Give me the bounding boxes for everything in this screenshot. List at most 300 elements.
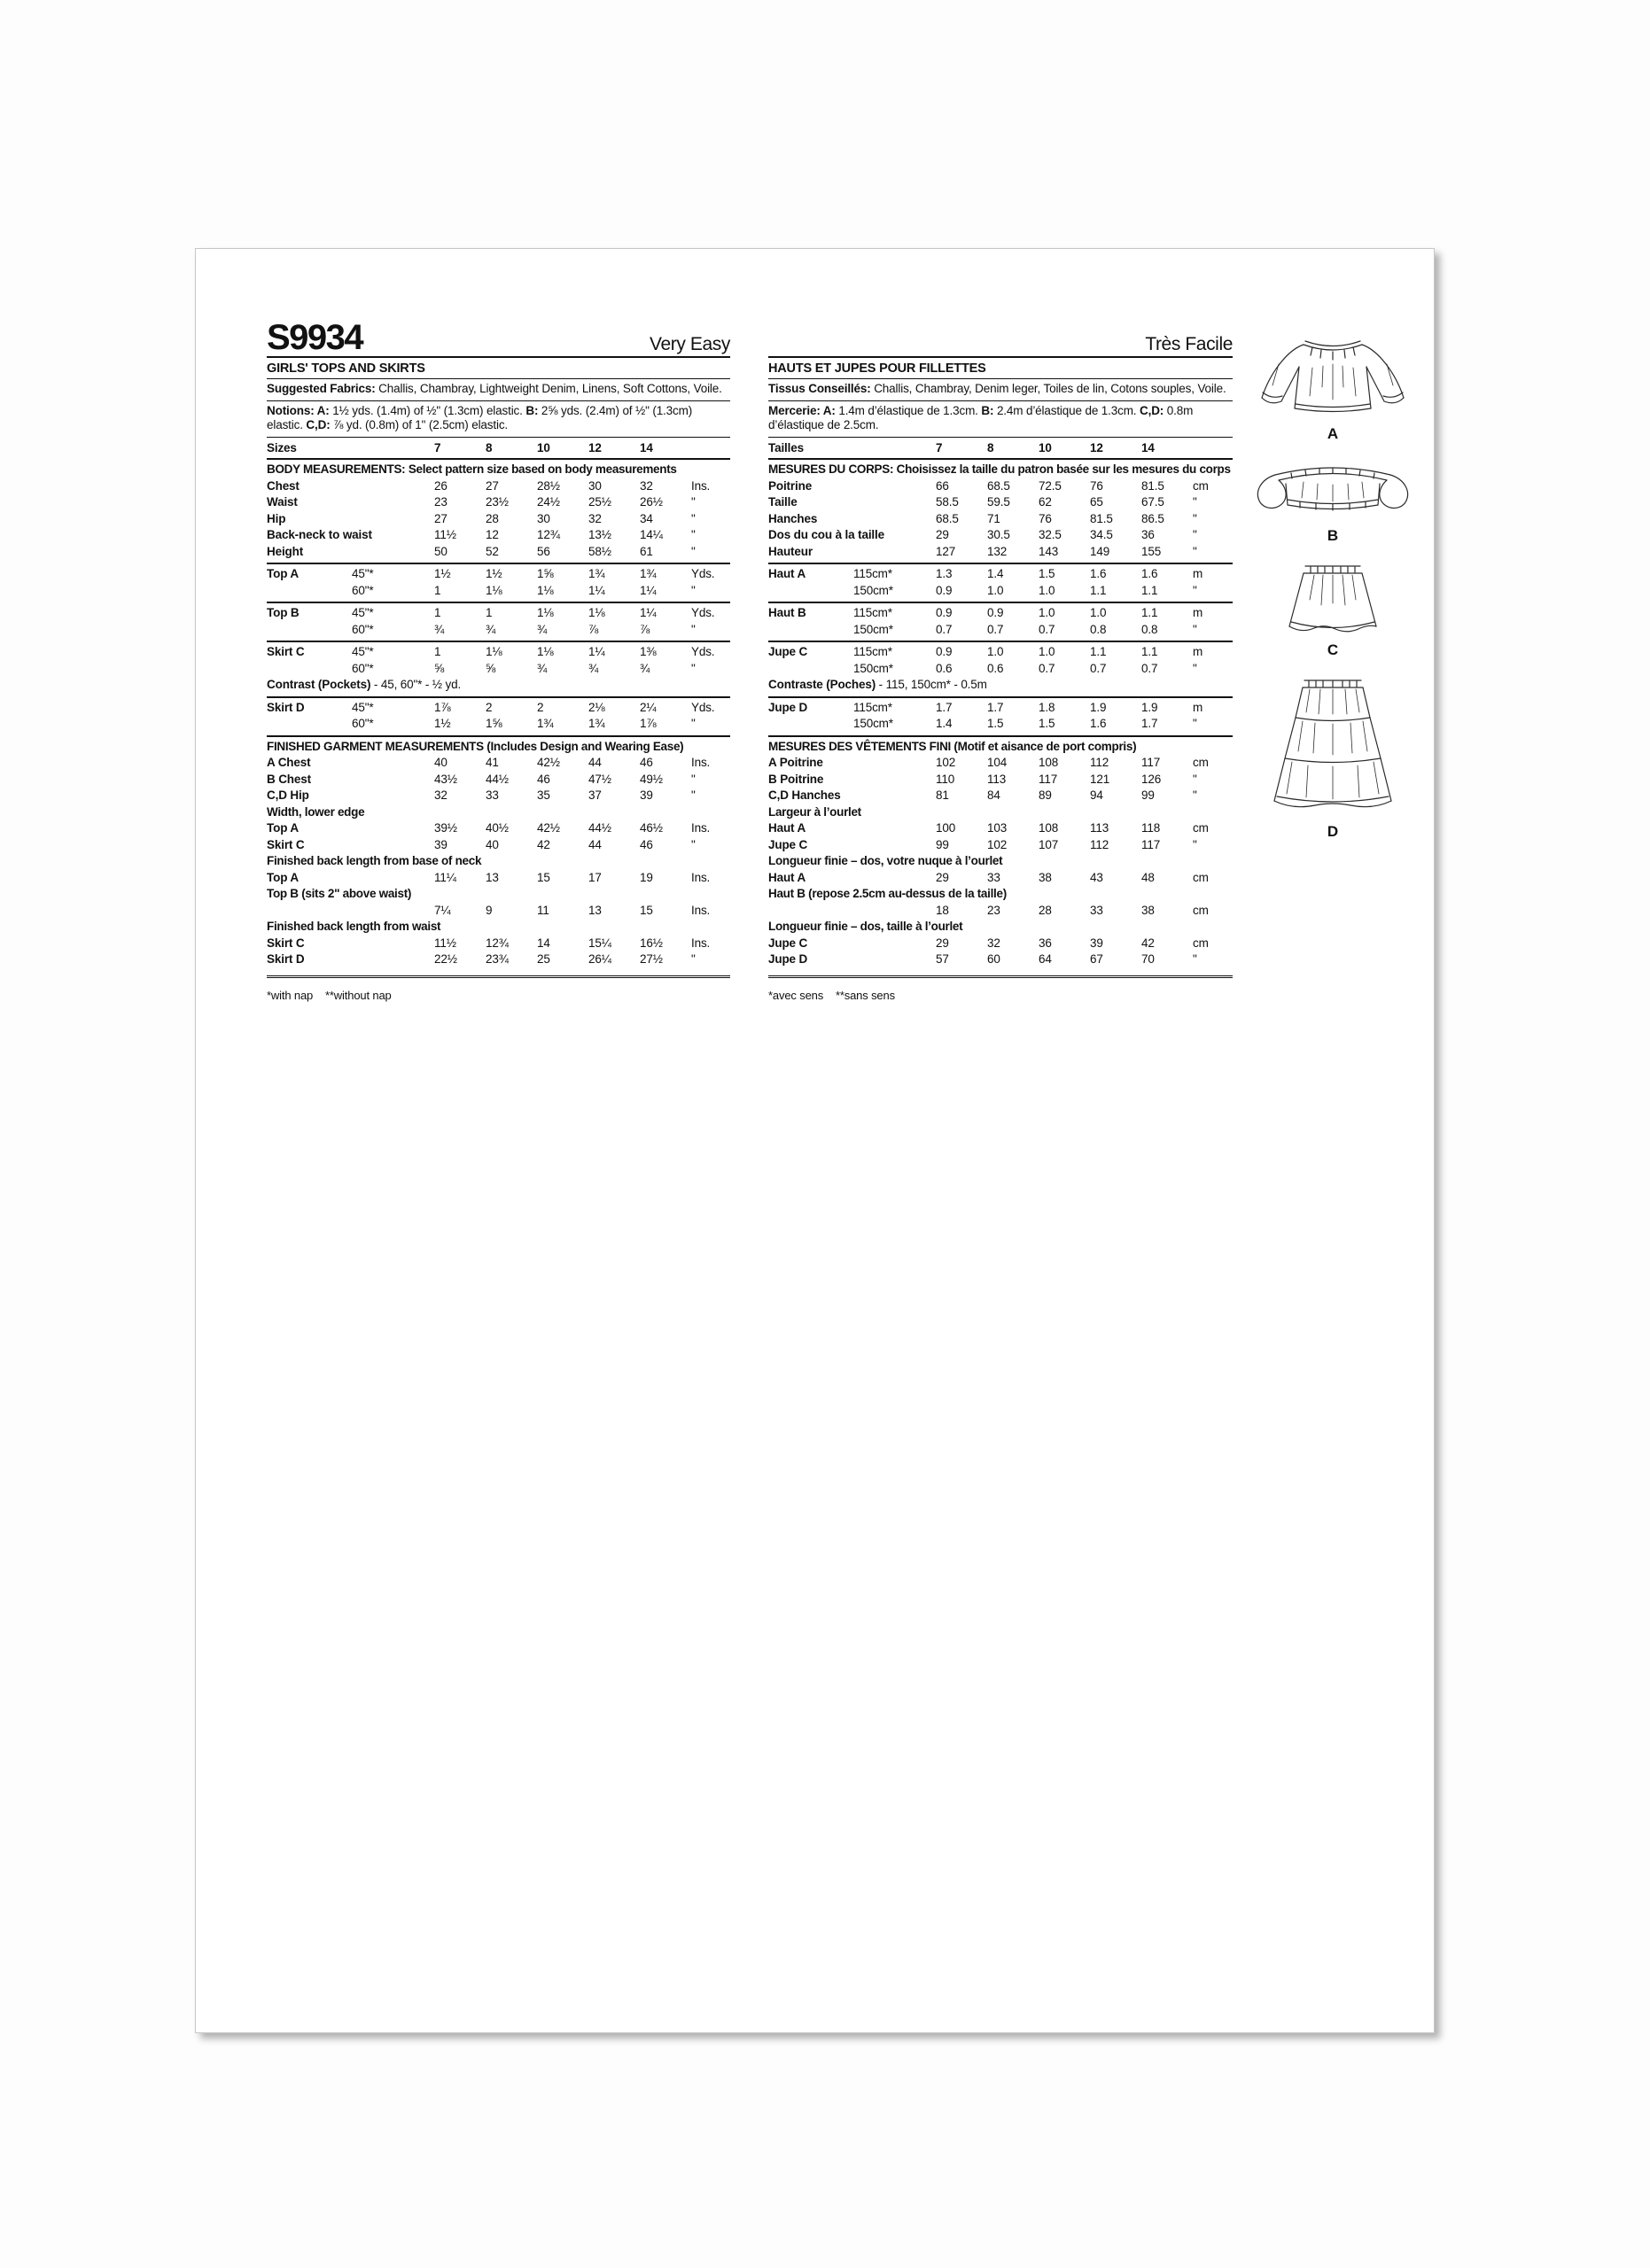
size-value: 38 bbox=[1039, 870, 1052, 884]
size-value: 0.7 bbox=[1090, 661, 1107, 675]
size-value: 117 bbox=[1141, 756, 1161, 769]
section-header: MESURES DU CORPS: Choisissez la taille du patron basée sur les mesures du corps bbox=[768, 462, 1231, 476]
row-label: Skirt D bbox=[267, 952, 305, 966]
size-value: ¾ bbox=[537, 622, 548, 636]
english-header bbox=[267, 311, 730, 358]
size-value: 1.1 bbox=[1090, 583, 1107, 597]
size-value: 49½ bbox=[640, 772, 663, 786]
size-value: 42½ bbox=[537, 756, 560, 769]
row-sublabel: 150cm* bbox=[853, 622, 893, 636]
size-value: 155 bbox=[1141, 544, 1162, 558]
size-value: 1 bbox=[434, 606, 441, 619]
note-bold: Contrast (Pockets) bbox=[267, 678, 371, 691]
size-value: 12¾ bbox=[537, 528, 560, 541]
size-value: 42 bbox=[537, 837, 550, 851]
table-row bbox=[768, 696, 1233, 717]
unit-label: " bbox=[1193, 772, 1197, 786]
size-value: 58½ bbox=[588, 544, 611, 558]
size-value: 42 bbox=[1141, 936, 1155, 950]
unit-label: " bbox=[1193, 583, 1197, 597]
size-value: 27½ bbox=[640, 952, 663, 966]
size-value: ⅝ bbox=[434, 661, 445, 675]
table-row bbox=[768, 788, 1233, 804]
size-value: 14 bbox=[640, 440, 653, 454]
size-value: 143 bbox=[1039, 544, 1059, 558]
unit-label: " bbox=[691, 661, 696, 675]
garment-view-c bbox=[1266, 557, 1399, 659]
table-row bbox=[267, 936, 730, 952]
size-value: 1.9 bbox=[1090, 700, 1107, 714]
size-value: 39½ bbox=[434, 821, 457, 835]
size-value: 1.6 bbox=[1090, 567, 1107, 580]
short-gathered-skirt-illustration bbox=[1266, 557, 1399, 639]
measurement-table-fr bbox=[768, 462, 1233, 968]
page-title-en: GIRLS' TOPS AND SKIRTS bbox=[267, 358, 730, 379]
row-label: A Poitrine bbox=[768, 756, 823, 769]
size-value: 1⅛ bbox=[486, 583, 502, 597]
section-header: MESURES DES VÊTEMENTS FINI (Motif et aisance de port compris) bbox=[768, 735, 1233, 756]
size-value: 1⅜ bbox=[640, 645, 657, 658]
size-value: 34 bbox=[640, 511, 653, 525]
size-value: 1 bbox=[434, 645, 441, 658]
garment-label-c: C bbox=[1327, 641, 1339, 658]
intro-text: Challis, Chambray, Denim leger, Toiles de lin, Cotons souples, Voile. bbox=[870, 382, 1226, 395]
intro-bold-text: Notions: A: bbox=[267, 403, 330, 417]
size-value: 71 bbox=[987, 511, 1000, 525]
size-value: ¾ bbox=[486, 622, 496, 636]
size-value: 7 bbox=[936, 440, 943, 454]
unit-label: " bbox=[1193, 528, 1197, 541]
size-value: 127 bbox=[936, 544, 956, 558]
difficulty-label-en: Very Easy bbox=[650, 334, 730, 354]
intro-text: Challis, Chambray, Lightweight Denim, Linens, Soft Cottons, Voile. bbox=[375, 382, 722, 395]
size-value: 32 bbox=[640, 478, 653, 493]
unit-label: cm bbox=[1193, 821, 1209, 835]
size-value: 86.5 bbox=[1141, 511, 1164, 525]
intro-text: 2.4m d’élastique de 1.3cm. bbox=[993, 403, 1140, 417]
row-sublabel: 150cm* bbox=[853, 583, 893, 597]
intro-line bbox=[267, 401, 730, 438]
table-row bbox=[768, 511, 1233, 528]
size-value: 61 bbox=[640, 544, 653, 558]
size-value: 50 bbox=[434, 544, 448, 558]
unit-label: m bbox=[1193, 645, 1203, 658]
size-value: 39 bbox=[1090, 936, 1103, 950]
table-row bbox=[768, 641, 1233, 661]
size-value: 13½ bbox=[588, 528, 611, 541]
size-value: 0.7 bbox=[1141, 661, 1158, 675]
garment-view-a bbox=[1249, 334, 1417, 443]
size-value: 118 bbox=[1141, 821, 1161, 835]
row-sublabel: 60"* bbox=[352, 717, 374, 730]
size-value: 68.5 bbox=[987, 478, 1010, 493]
size-value: 1⅝ bbox=[486, 717, 502, 730]
size-value: 17 bbox=[588, 870, 602, 884]
table-row bbox=[267, 716, 730, 733]
row-label: Top B bbox=[267, 606, 300, 619]
size-value: ⅝ bbox=[486, 661, 496, 675]
size-value: 113 bbox=[987, 772, 1007, 786]
unit-label: " bbox=[691, 583, 696, 597]
size-value: 76 bbox=[1039, 511, 1052, 525]
subsection-header: Largeur à l’ourlet bbox=[768, 804, 861, 819]
sizes-row bbox=[768, 438, 1233, 461]
intro-lines bbox=[768, 379, 1233, 438]
size-value: 1.5 bbox=[1039, 717, 1055, 730]
size-value: ¾ bbox=[640, 661, 650, 675]
note-row bbox=[768, 677, 1233, 694]
table-row bbox=[267, 870, 730, 887]
table-row bbox=[768, 563, 1233, 583]
size-value: 46 bbox=[640, 837, 653, 851]
tiered-maxi-skirt-illustration bbox=[1253, 672, 1413, 820]
size-value: 121 bbox=[1090, 772, 1110, 786]
garment-label-d: D bbox=[1327, 823, 1339, 840]
size-value: 1⅛ bbox=[537, 583, 554, 597]
page-title-fr: HAUTS ET JUPES POUR FILLETTES bbox=[768, 358, 1233, 379]
intro-text: ⅞ yd. (0.8m) of 1" (2.5cm) elastic. bbox=[330, 418, 509, 431]
size-value: 23 bbox=[987, 903, 1000, 917]
table-row bbox=[267, 527, 730, 544]
size-value: 99 bbox=[936, 837, 949, 851]
intro-text: 2⅝ yds. (2.4m) of ½" (1.3cm) elastic. bbox=[267, 403, 693, 431]
sizes-row-slot bbox=[267, 438, 730, 461]
size-value: 1¼ bbox=[640, 583, 657, 597]
size-value: 41 bbox=[486, 756, 499, 769]
size-value: 29 bbox=[936, 528, 949, 541]
size-value: 44 bbox=[588, 837, 602, 851]
size-value: 0.6 bbox=[936, 661, 953, 675]
size-value: 108 bbox=[1039, 756, 1059, 769]
row-label bbox=[267, 622, 352, 639]
table-row bbox=[768, 622, 1233, 639]
row-label: Jupe C bbox=[768, 936, 808, 950]
size-value: ⅞ bbox=[588, 622, 599, 636]
row-label bbox=[267, 903, 434, 920]
table-row bbox=[267, 837, 730, 854]
unit-label: Yds. bbox=[691, 567, 715, 580]
row-label: Poitrine bbox=[768, 478, 813, 493]
table-row bbox=[267, 772, 730, 788]
unit-label: " bbox=[1193, 544, 1197, 558]
row-label bbox=[768, 622, 853, 639]
garment-view-d bbox=[1253, 672, 1413, 841]
size-value: 84 bbox=[987, 788, 1000, 802]
size-value: 0.7 bbox=[1039, 661, 1055, 675]
size-value: 62 bbox=[1039, 495, 1052, 509]
size-value: 11 bbox=[537, 903, 549, 917]
row-label: Jupe C bbox=[768, 645, 808, 658]
row-label: Skirt C bbox=[267, 837, 305, 851]
size-value: 29 bbox=[936, 870, 949, 884]
size-value: 1⅛ bbox=[537, 645, 554, 658]
unit-label: Ins. bbox=[691, 821, 711, 835]
row-label: Tailles bbox=[768, 440, 804, 454]
size-value: 40 bbox=[434, 756, 448, 769]
size-value: 1⅝ bbox=[537, 567, 554, 580]
size-value: 18 bbox=[936, 903, 949, 917]
size-value: 0.9 bbox=[987, 606, 1004, 619]
size-value: 117 bbox=[1039, 772, 1058, 786]
size-value: 1¾ bbox=[588, 567, 605, 580]
size-value: 25 bbox=[537, 952, 550, 966]
unit-label: " bbox=[1193, 717, 1197, 730]
size-value: 30.5 bbox=[987, 528, 1010, 541]
size-value: 1⅞ bbox=[434, 700, 451, 714]
off-shoulder-top-illustration bbox=[1249, 455, 1417, 524]
row-label: Top A bbox=[267, 821, 299, 835]
row-label: Skirt D bbox=[267, 700, 305, 714]
unit-label: cm bbox=[1193, 756, 1209, 769]
size-value: 10 bbox=[1039, 440, 1052, 454]
intro-bold-text: Mercerie: A: bbox=[768, 403, 836, 417]
unit-label: " bbox=[691, 837, 696, 851]
size-value: 1½ bbox=[434, 717, 451, 730]
row-label: Hauteur bbox=[768, 544, 813, 558]
unit-label: " bbox=[1193, 622, 1197, 636]
size-value: 1.1 bbox=[1141, 606, 1158, 619]
size-value: 110 bbox=[936, 772, 955, 786]
row-label: Top A bbox=[267, 567, 299, 580]
table-row bbox=[768, 755, 1233, 772]
size-value: 1.0 bbox=[1090, 606, 1107, 619]
size-value: 33 bbox=[1090, 903, 1103, 917]
intro-bold-text: C,D: bbox=[306, 418, 331, 431]
table-row bbox=[267, 494, 730, 511]
size-value: 0.7 bbox=[1039, 622, 1055, 636]
unit-label bbox=[1193, 440, 1232, 457]
size-value: 44 bbox=[588, 756, 602, 769]
row-sublabel: 45"* bbox=[352, 606, 374, 619]
row-label: Jupe D bbox=[768, 952, 808, 966]
subsection-header: Finished back length from waist bbox=[267, 920, 441, 933]
size-value: 107 bbox=[1039, 837, 1059, 851]
size-value: 57 bbox=[936, 952, 949, 966]
size-value: 12¾ bbox=[486, 936, 509, 950]
sizes-row-slot bbox=[768, 438, 1233, 461]
unit-label: cm bbox=[1193, 936, 1209, 950]
size-value: 27 bbox=[486, 478, 499, 493]
row-sublabel: 45"* bbox=[352, 567, 374, 580]
size-value: 1.1 bbox=[1141, 583, 1158, 597]
garment-label-b: B bbox=[1327, 527, 1339, 544]
intro-text: 1½ yds. (1.4m) of ½" (1.3cm) elastic. bbox=[329, 403, 526, 417]
table-row bbox=[768, 494, 1233, 511]
table-row bbox=[267, 903, 730, 920]
row-label: C,D Hip bbox=[267, 788, 309, 802]
size-value: 2 bbox=[486, 700, 493, 714]
size-value: 46½ bbox=[640, 821, 663, 835]
unit-label: " bbox=[1193, 511, 1197, 525]
size-value: 99 bbox=[1141, 788, 1155, 802]
row-sublabel: 115cm* bbox=[853, 567, 892, 580]
table-row bbox=[267, 622, 730, 639]
size-value: 26½ bbox=[640, 495, 663, 509]
size-value: 0.9 bbox=[936, 606, 953, 619]
size-value: 40 bbox=[486, 837, 499, 851]
size-value: 43½ bbox=[434, 772, 457, 786]
size-value: 33 bbox=[987, 870, 1000, 884]
row-label: Haut A bbox=[768, 821, 806, 835]
table-row bbox=[768, 602, 1233, 622]
size-value: 1.3 bbox=[936, 567, 953, 580]
size-value: 65 bbox=[1090, 495, 1103, 509]
table-row bbox=[768, 527, 1233, 544]
unit-label: cm bbox=[1193, 478, 1209, 493]
note-text: - 115, 150cm* - 0.5m bbox=[876, 678, 987, 691]
table-row bbox=[768, 951, 1233, 968]
row-label bbox=[768, 716, 853, 733]
row-sublabel: 45"* bbox=[352, 700, 374, 714]
size-value: ¾ bbox=[434, 622, 445, 636]
size-value: 44½ bbox=[486, 772, 509, 786]
row-label: B Chest bbox=[267, 772, 311, 786]
size-value: 126 bbox=[1141, 772, 1162, 786]
size-value: 28½ bbox=[537, 478, 560, 493]
unit-label: " bbox=[691, 788, 696, 802]
size-value: 15 bbox=[537, 870, 550, 884]
subsection-header: Width, lower edge bbox=[267, 804, 365, 819]
table-row bbox=[267, 696, 730, 717]
size-value: 1¾ bbox=[537, 717, 554, 730]
size-value: 1.4 bbox=[987, 567, 1004, 580]
size-value: 26 bbox=[434, 478, 448, 493]
row-label bbox=[267, 583, 352, 600]
table-row bbox=[768, 837, 1233, 854]
size-value: 12 bbox=[588, 440, 602, 454]
size-value: 26¼ bbox=[588, 952, 611, 966]
table-row bbox=[768, 544, 1233, 561]
size-value: 32.5 bbox=[1039, 528, 1062, 541]
sewing-pattern-sheet bbox=[195, 248, 1435, 2033]
unit-label: " bbox=[691, 952, 696, 966]
size-value: 11½ bbox=[434, 936, 456, 950]
size-value: 38 bbox=[1141, 903, 1155, 917]
size-value: 48 bbox=[1141, 870, 1155, 884]
sizes-row bbox=[267, 438, 730, 461]
size-value: 0.7 bbox=[936, 622, 953, 636]
intro-bold-text: Suggested Fabrics: bbox=[267, 382, 376, 395]
size-value: 11½ bbox=[434, 528, 456, 541]
unit-label: " bbox=[691, 622, 696, 636]
row-label bbox=[267, 716, 352, 733]
unit-label: Ins. bbox=[691, 870, 711, 884]
unit-label: " bbox=[1193, 952, 1197, 966]
size-value: 42½ bbox=[537, 821, 560, 835]
row-label: Jupe D bbox=[768, 700, 808, 714]
size-value: 1.7 bbox=[987, 700, 1004, 714]
size-value: 67 bbox=[1090, 952, 1103, 966]
size-value: ¾ bbox=[537, 661, 548, 675]
row-label: C,D Hanches bbox=[768, 788, 841, 802]
size-value: 8 bbox=[486, 440, 493, 454]
size-value: 72.5 bbox=[1039, 478, 1062, 493]
size-value: 8 bbox=[987, 440, 994, 454]
row-sublabel: 115cm* bbox=[853, 645, 892, 658]
table-row bbox=[768, 870, 1233, 887]
size-value: 1⅛ bbox=[588, 606, 605, 619]
row-sublabel: 115cm* bbox=[853, 700, 892, 714]
table-row bbox=[768, 936, 1233, 952]
footnote-fr: *avec sens **sans sens bbox=[768, 975, 1233, 1002]
size-value: 16½ bbox=[640, 936, 663, 950]
size-value: 117 bbox=[1141, 837, 1161, 851]
size-value: 1¼ bbox=[588, 583, 605, 597]
table-row bbox=[267, 602, 730, 622]
unit-label: cm bbox=[1193, 870, 1209, 884]
table-row bbox=[267, 755, 730, 772]
unit-label: Yds. bbox=[691, 606, 715, 619]
size-value: 52 bbox=[486, 544, 499, 558]
size-value: 24½ bbox=[537, 495, 560, 509]
size-value: 37 bbox=[588, 788, 602, 802]
size-value: 1½ bbox=[486, 567, 502, 580]
size-value: 94 bbox=[1090, 788, 1103, 802]
size-value: 76 bbox=[1090, 478, 1103, 493]
size-value: 1⅛ bbox=[537, 606, 554, 619]
row-label: Back-neck to waist bbox=[267, 528, 372, 541]
size-value: 13 bbox=[588, 903, 602, 917]
size-value: 2¼ bbox=[640, 700, 657, 714]
size-value: 36 bbox=[1039, 936, 1052, 950]
size-value: 1.7 bbox=[1141, 717, 1158, 730]
garment-label-a: A bbox=[1327, 425, 1339, 442]
intro-text: 1.4m d’élastique de 1.3cm. bbox=[835, 403, 982, 417]
size-value: 14¼ bbox=[640, 528, 663, 541]
size-value: 0.8 bbox=[1141, 622, 1158, 636]
size-value: 112 bbox=[1090, 756, 1109, 769]
intro-lines bbox=[267, 379, 730, 438]
size-value: 10 bbox=[537, 440, 550, 454]
section-header: FINISHED GARMENT MEASUREMENTS (Includes Design and Wearing Ease) bbox=[267, 735, 730, 756]
table-row bbox=[768, 661, 1233, 678]
unit-label: " bbox=[1193, 661, 1197, 675]
table-row bbox=[267, 788, 730, 804]
french-column bbox=[768, 311, 1233, 1002]
size-value: 103 bbox=[987, 821, 1008, 835]
unit-label: m bbox=[1193, 567, 1203, 580]
size-value: 47½ bbox=[588, 772, 611, 786]
row-label: Haut A bbox=[768, 870, 806, 884]
unit-label: " bbox=[1193, 837, 1197, 851]
unit-label: Ins. bbox=[691, 936, 711, 950]
row-label: Skirt C bbox=[267, 936, 305, 950]
size-value: 1¼ bbox=[640, 606, 657, 619]
size-value: 1¾ bbox=[588, 717, 605, 730]
table-row bbox=[267, 478, 730, 495]
size-value: 113 bbox=[1090, 821, 1109, 835]
size-value: 60 bbox=[987, 952, 1000, 966]
difficulty-label-fr: Très Facile bbox=[1145, 334, 1233, 354]
row-label: Chest bbox=[267, 478, 300, 493]
table-row bbox=[267, 820, 730, 837]
footnote-en: *with nap **without nap bbox=[267, 975, 730, 1002]
intro-line bbox=[267, 379, 730, 401]
intro-text: 0.8m d’élastique de 2.5cm. bbox=[768, 403, 1194, 431]
row-sublabel: 60"* bbox=[352, 622, 374, 636]
size-value: 15¼ bbox=[588, 936, 611, 950]
size-value: 58.5 bbox=[936, 495, 959, 509]
size-value: 1½ bbox=[434, 567, 451, 580]
unit-label: Yds. bbox=[691, 645, 715, 658]
size-value: ⅞ bbox=[640, 622, 650, 636]
size-value: 89 bbox=[1039, 788, 1052, 802]
pattern-number: S9934 bbox=[267, 318, 363, 357]
row-label: Jupe C bbox=[768, 837, 808, 851]
unit-label: m bbox=[1193, 606, 1203, 619]
size-value: 1.7 bbox=[936, 700, 953, 714]
table-row bbox=[768, 583, 1233, 600]
